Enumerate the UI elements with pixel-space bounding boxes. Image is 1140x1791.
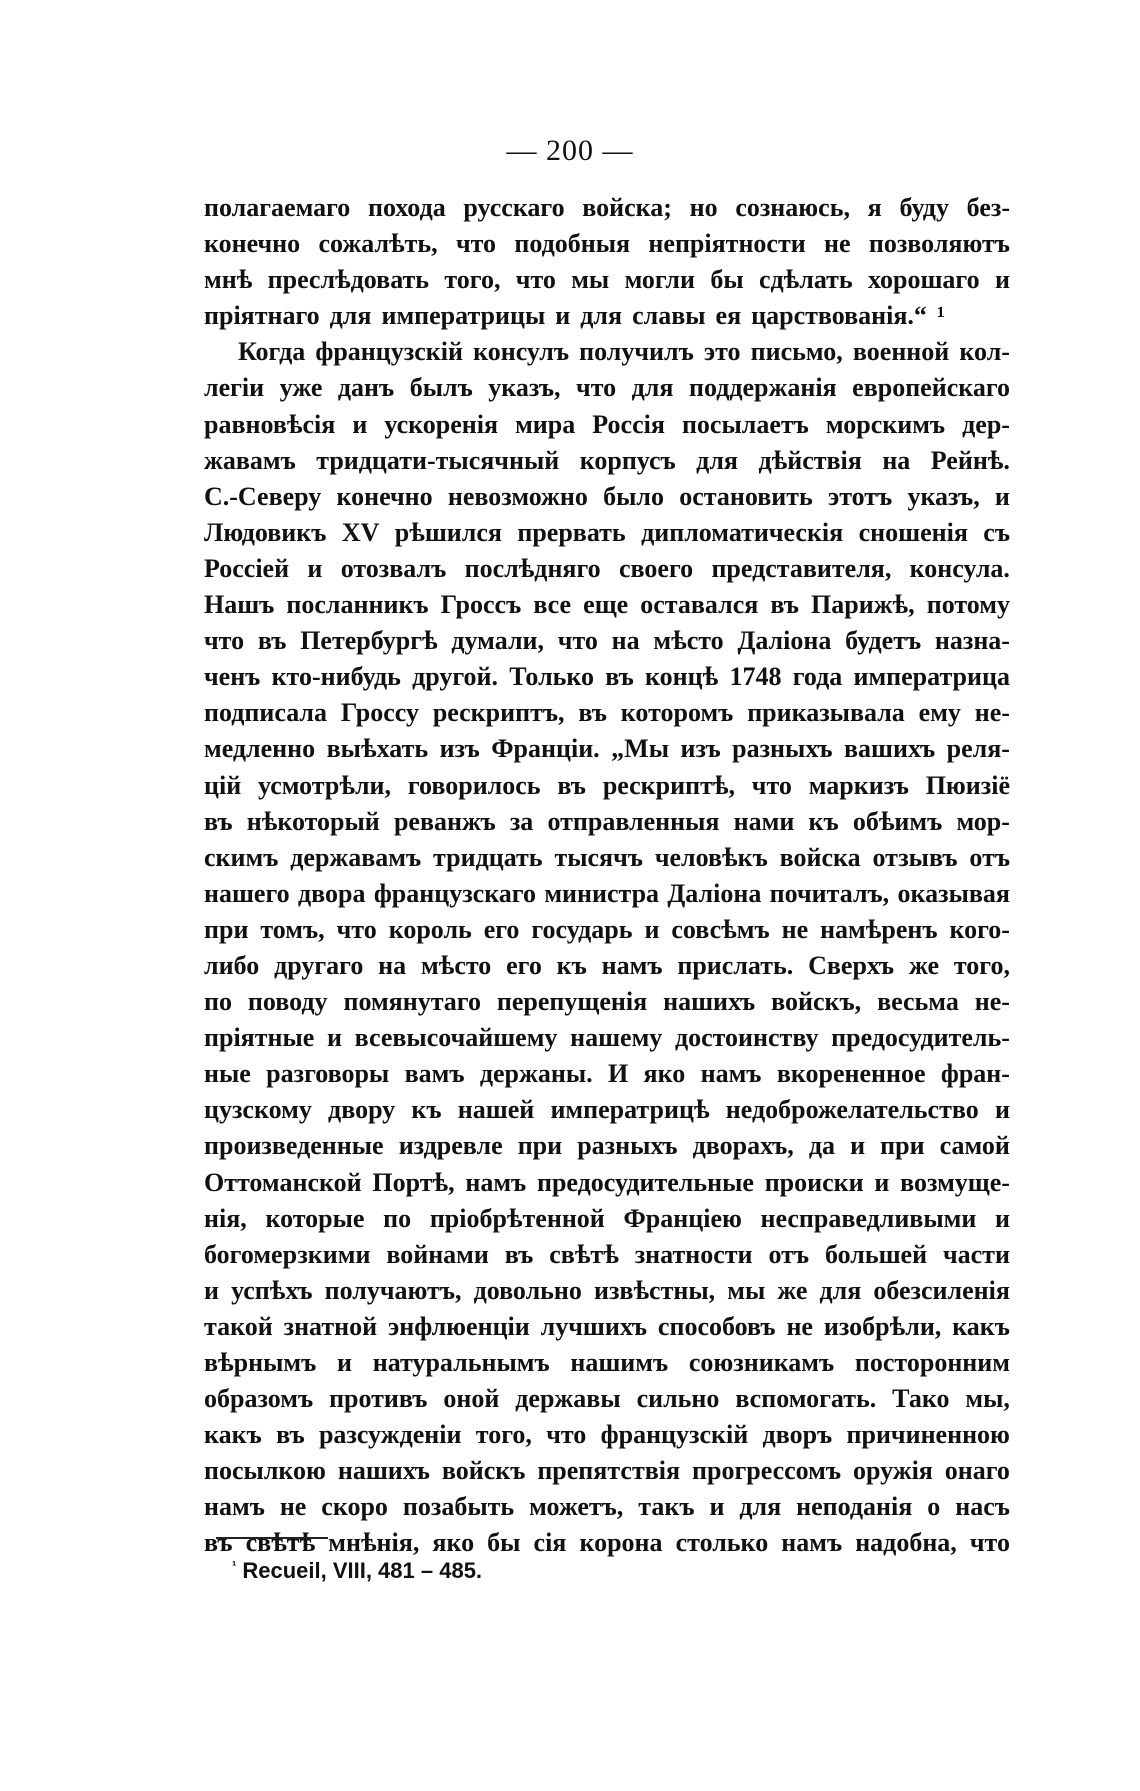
- text-line: пріятные и всевысочайшему нашему достоинству предосудитель-: [204, 1023, 1010, 1053]
- body-text: [204, 190, 1010, 1562]
- text-line: пріятнаго для императрицы и для славы ея царствованія.“ ¹: [204, 301, 945, 331]
- text-line: что въ Петербургѣ думали, что на мѣсто Даліона будетъ назна-: [204, 626, 1010, 656]
- text-line: С.-Северу конечно невозможно было остановить этотъ указъ, и: [204, 481, 1010, 511]
- text-line: цузскому двору къ нашей императрицѣ недоброжелательство и: [204, 1095, 1010, 1125]
- text-line: такой знатной энфлюенціи лучшихъ способовъ не изобрѣли, какъ: [204, 1311, 1010, 1341]
- text-line: медленно выѣхать изъ Франціи. „Мы изъ разныхъ вашихъ реля-: [204, 734, 1010, 764]
- text-line: и успѣхъ получаютъ, довольно извѣстны, мы же для обезсиленія: [204, 1275, 1010, 1305]
- text-line: Россіей и отозвалъ послѣдняго своего представителя, консула.: [204, 553, 1010, 583]
- text-line: жавамъ тридцати-тысячный корпусъ для дѣйствія на Рейнѣ.: [204, 445, 1010, 475]
- footnote: [232, 1558, 482, 1584]
- text-line: конечно сожалѣть, что подобныя непріятности не позволяютъ: [204, 229, 1010, 259]
- text-line: Оттоманской Портѣ, намъ предосудительные происки и возмуще-: [204, 1167, 1010, 1197]
- text-line: нія, которые по пріобрѣтенной Франціею несправедливыми и: [204, 1203, 1010, 1233]
- text-line: какъ въ разсужденіи того, что французскій дворъ причиненною: [204, 1420, 1010, 1450]
- footnote-divider: [216, 1537, 328, 1539]
- footnote-mark: ¹: [232, 1558, 237, 1573]
- page-number: — 200 —: [506, 134, 634, 167]
- text-line: подписала Гроссу рескриптъ, въ которомъ приказывала ему не-: [204, 698, 1010, 728]
- text-line: образомъ противъ оной державы сильно вспомогать. Тако мы,: [204, 1384, 1010, 1414]
- text-line: легіи уже данъ былъ указъ, что для поддержанія европейскаго: [204, 373, 1010, 403]
- text-line: въ нѣкоторый реванжъ за отправленныя нами къ обѣимъ мор-: [204, 806, 1010, 836]
- text-line: равновѣсія и ускоренія мира Россія посылаетъ морскимъ дер-: [204, 409, 1010, 439]
- text-line: богомерзкими войнами въ свѣтѣ знатности отъ большей части: [204, 1239, 1010, 1269]
- text-line: цій усмотрѣли, говорилось въ рескриптѣ, что маркизъ Пюизіё: [204, 770, 1010, 800]
- text-line: по поводу помянутаго перепущенія нашихъ войскъ, весьма не-: [204, 987, 1010, 1017]
- text-line: мнѣ преслѣдовать того, что мы могли бы сдѣлать хорошаго и: [204, 265, 1010, 295]
- text-line: посылкою нашихъ войскъ препятствія прогрессомъ оружія онаго: [204, 1456, 1010, 1486]
- text-line: ные разговоры вамъ держаны. И яко намъ вкорененное фран-: [204, 1059, 1010, 1089]
- text-line: ченъ кто-нибудь другой. Только въ концѣ 1748 года императрица: [204, 662, 1010, 692]
- text-line: либо другаго на мѣсто его къ намъ прислать. Сверхъ же того,: [204, 950, 1010, 980]
- text-line: въ свѣтѣ мнѣнія, яко бы сія корона столько намъ надобна, что: [204, 1528, 1010, 1558]
- text-line: намъ не скоро позабыть можетъ, такъ и для неподанія о насъ: [204, 1492, 1010, 1522]
- text-line: скимъ державамъ тридцать тысячъ человѣкъ войска отзывъ отъ: [204, 842, 1010, 872]
- text-line: Когда французскій консулъ получилъ это письмо, военной кол-: [238, 337, 1010, 367]
- text-line: Нашъ посланникъ Гроссъ все еще оставался въ Парижѣ, потому: [204, 590, 1010, 620]
- text-line: нашего двора французскаго министра Даліона почиталъ, оказывая: [204, 878, 1010, 908]
- text-line: при томъ, что король его государь и совсѣмъ не намѣренъ кого-: [204, 914, 1010, 944]
- text-line: вѣрнымъ и натуральнымъ нашимъ союзникамъ посторонним: [204, 1348, 1010, 1377]
- text-line: произведенные издревле при разныхъ дворахъ, да и при самой: [204, 1131, 1010, 1161]
- footnote-text: Recueil, VIII, 481 – 485.: [242, 1558, 483, 1583]
- text-line: полагаемаго похода русскаго войска; но сознаюсь, я буду без-: [204, 193, 1010, 222]
- text-line: Людовикъ XV рѣшился прервать дипломатическія сношенія съ: [204, 517, 1010, 547]
